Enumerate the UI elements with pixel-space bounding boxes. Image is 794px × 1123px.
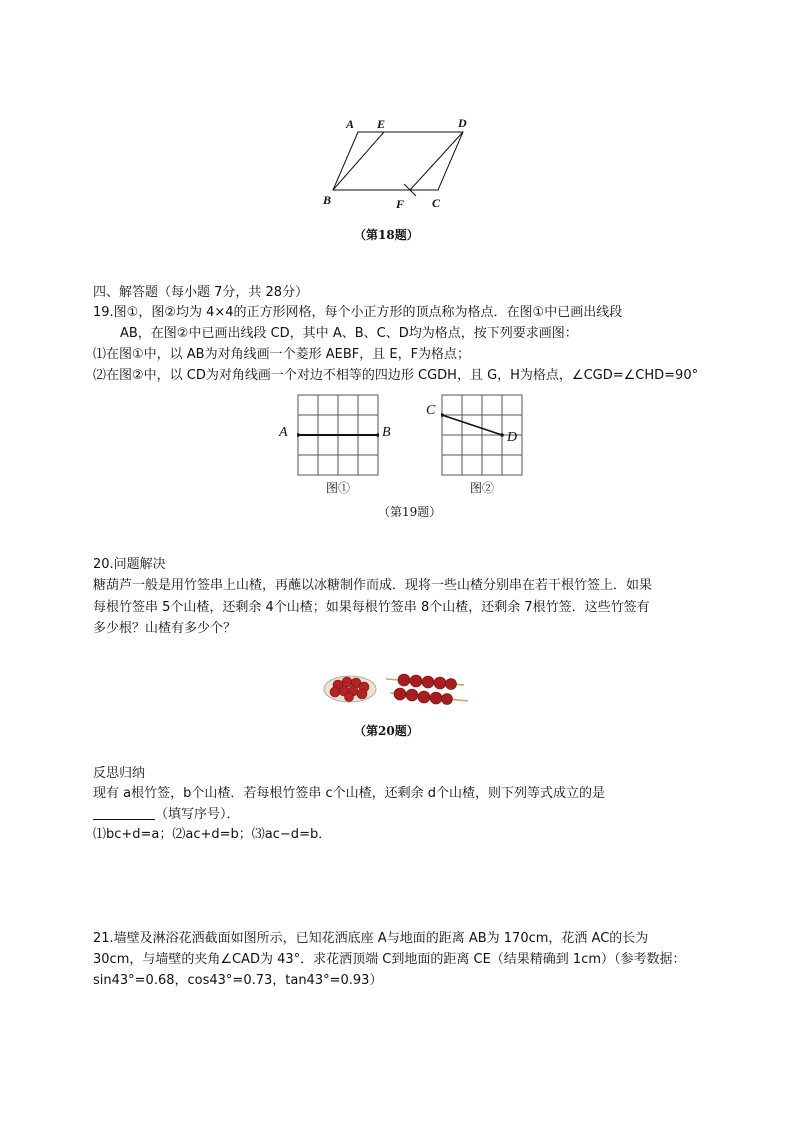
reflect-line1: 现有 a根竹签，b个山楂．若每根竹签串 c个山楂，还剩余 d个山楂，则下列等式成立的是 [93, 786, 606, 801]
grid2-label-c: C [426, 403, 436, 418]
reflect-answer-line [93, 805, 240, 825]
q21-line3: sin43°=0.68，cos43°=0.73，tan43°=0.93） [93, 973, 383, 988]
reflect-fill-text: （填写序号）． [155, 807, 240, 822]
label-d: D [458, 116, 467, 130]
q19-item2: ⑵在图②中，以 CD为对角线画一个对边不相等的四边形 CGDH，且 G，H为格点，∠CGD=∠CHD=90° [93, 368, 699, 383]
grid-figure-1 [297, 394, 379, 476]
q19-line2: AB，在图②中已画出线段 CD，其中 A、B、C、D均为格点，按下列要求画图： [120, 326, 578, 341]
parallelogram-abcd [333, 132, 463, 190]
grid1-name: 图① [326, 481, 351, 495]
grid1-label-a: A [279, 425, 288, 440]
label-a: A [346, 117, 355, 131]
q20-line1: 糖葫芦一般是用竹签串上山楂，再蘸以冰糖制作而成．现将一些山楂分别串在若干根竹签上．如果 [93, 578, 653, 593]
segment-cd [442, 415, 502, 435]
q19-line1: 19.图①，图②均为 4×4的正方形网格，每个小正方形的顶点称为格点．在图①中已画出线段 [93, 305, 623, 320]
answer-blank[interactable] [93, 805, 155, 820]
q19-item1: ⑴在图①中，以 AB为对角线画一个菱形 AEBF，且 E，F为格点； [93, 347, 471, 362]
q20-line3: 多少根？山楂有多少个？ [93, 621, 237, 636]
grid1-label-b: B [382, 425, 391, 440]
q20-title: 20.问题解决 [93, 557, 166, 572]
segment-fd [410, 132, 463, 190]
grid2-name: 图② [470, 481, 495, 495]
label-e: E [377, 117, 386, 131]
label-c: C [432, 196, 441, 210]
grid2-label-d: D [507, 430, 518, 445]
reflect-options: ⑴bc+d=a；⑵ac+d=b；⑶ac−d=b． [93, 827, 332, 842]
label-b: B [323, 193, 332, 207]
q21-line2: 30cm，与墙壁的夹角∠CAD为 43°．求花洒顶端 C到地面的距离 CE（结果精确到 1cm）（参考数据： [93, 952, 686, 967]
q18-caption: （第18题） [354, 228, 419, 242]
section-heading: 四、解答题（每小题 7分，共 28分） [93, 285, 309, 300]
segment-be [333, 132, 384, 190]
q20-caption: （第20题） [354, 724, 419, 738]
q19-caption: （第19题） [378, 505, 442, 519]
tanghulu-illustration [322, 663, 472, 713]
q21-line1: 21.墙壁及淋浴花洒截面如图所示，已知花洒底座 A与地面的距离 AB为 170cm，花洒 AC的长为 [93, 931, 649, 946]
label-f: F [396, 197, 405, 211]
reflect-title: 反思归纳 [93, 766, 146, 781]
q20-line2: 每根竹签串 5个山楂，还剩余 4个山楂；如果每根竹签串 8个山楂，还剩余 7根竹签．这些竹签有 [93, 600, 650, 615]
